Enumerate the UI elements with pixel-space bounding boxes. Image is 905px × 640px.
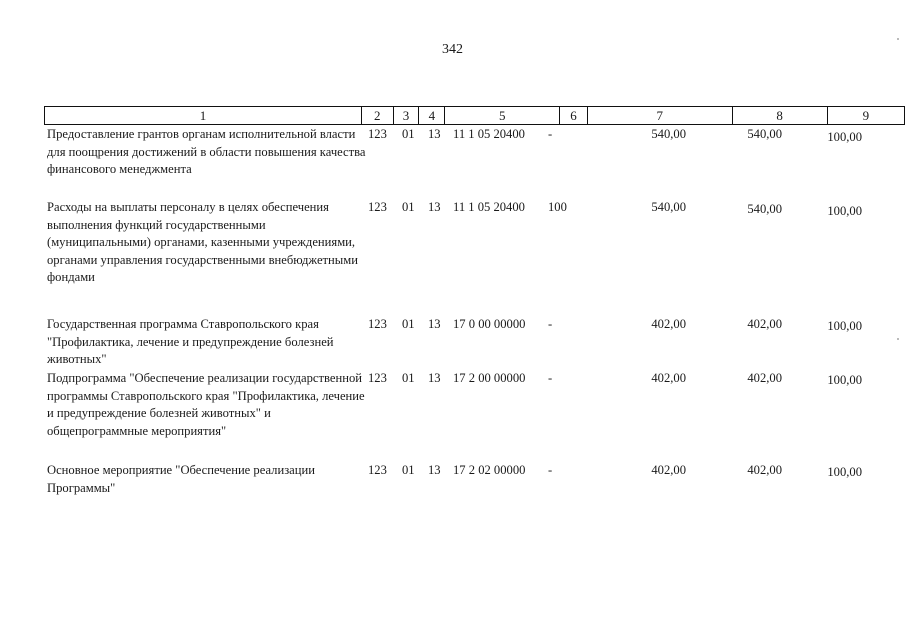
row-code-section: 01	[402, 371, 415, 385]
row-code-target: 11 1 05 20400	[453, 127, 525, 141]
row-value-percent: 100,00	[827, 319, 862, 333]
row-value-plan: 402,00	[651, 371, 686, 385]
row-code-ministry: 123	[368, 463, 387, 477]
row-value-actual: 540,00	[747, 127, 782, 141]
column-header-5: 5	[445, 107, 560, 125]
row-value-percent: 100,00	[827, 130, 862, 144]
row-code-target: 17 2 00 00000	[453, 371, 526, 385]
row-code-ministry: 123	[368, 317, 387, 331]
column-header-table	[44, 106, 905, 125]
row-code-subsection: 13	[428, 371, 441, 385]
row-name: Основное мероприятие "Обеспечение реализации Программы"	[47, 463, 315, 495]
row-value-percent: 100,00	[827, 204, 862, 218]
column-header-1: 1	[45, 107, 362, 125]
row-code-target: 11 1 05 20400	[453, 200, 525, 214]
column-header-3: 3	[393, 107, 419, 125]
row-code-subsection: 13	[428, 200, 441, 214]
row-code-section: 01	[402, 127, 415, 141]
row-code-target: 17 2 02 00000	[453, 463, 526, 477]
row-code-subsection: 13	[428, 317, 441, 331]
row-code-section: 01	[402, 200, 415, 214]
row-value-plan: 540,00	[651, 200, 686, 214]
column-header-8: 8	[732, 107, 827, 125]
row-code-target: 17 0 00 00000	[453, 317, 526, 331]
row-value-actual: 402,00	[747, 371, 782, 385]
scan-speck	[897, 338, 899, 340]
row-name: Предоставление грантов органам исполнительной власти для поощрения достижений в области повышения качества финансового менеджмента	[47, 127, 366, 176]
column-header-6: 6	[560, 107, 588, 125]
row-value-percent: 100,00	[827, 465, 862, 479]
row-code-expense-type: -	[548, 317, 553, 331]
row-name: Государственная программа Ставропольского края "Профилактика, лечение и предупреждение болезней животных"	[47, 317, 334, 366]
row-code-section: 01	[402, 463, 415, 477]
row-code-expense-type: -	[548, 371, 553, 385]
page-number: 342	[442, 42, 463, 57]
row-value-plan: 402,00	[651, 463, 686, 477]
row-code-section: 01	[402, 317, 415, 331]
column-header-9: 9	[827, 107, 904, 125]
row-value-actual: 540,00	[747, 202, 782, 216]
row-code-subsection: 13	[428, 127, 441, 141]
row-code-ministry: 123	[368, 200, 387, 214]
column-header-7: 7	[587, 107, 732, 125]
row-code-expense-type: -	[548, 127, 553, 141]
row-value-percent: 100,00	[827, 373, 862, 387]
row-value-actual: 402,00	[747, 317, 782, 331]
row-name: Подпрограмма "Обеспечение реализации государственной программы Ставропольского края "Профилактика, лечение и предупреждение болезней животных" и общепрограммные мероприятия"	[47, 371, 365, 438]
row-value-plan: 540,00	[651, 127, 686, 141]
row-value-plan: 402,00	[651, 317, 686, 331]
row-code-ministry: 123	[368, 127, 387, 141]
row-value-actual: 402,00	[747, 463, 782, 477]
row-code-expense-type: -	[548, 463, 553, 477]
row-code-subsection: 13	[428, 463, 441, 477]
row-name: Расходы на выплаты персоналу в целях обеспечения выполнения функций государственными (муниципальными) органами, казенными учреждениями, органами управления государственными внебюджетными фондами	[47, 200, 358, 284]
row-code-ministry: 123	[368, 371, 387, 385]
row-code-expense-type: 100	[548, 200, 567, 214]
column-header-row	[45, 107, 905, 125]
column-header-2: 2	[361, 107, 393, 125]
column-header-4: 4	[419, 107, 445, 125]
scan-speck	[897, 38, 899, 40]
